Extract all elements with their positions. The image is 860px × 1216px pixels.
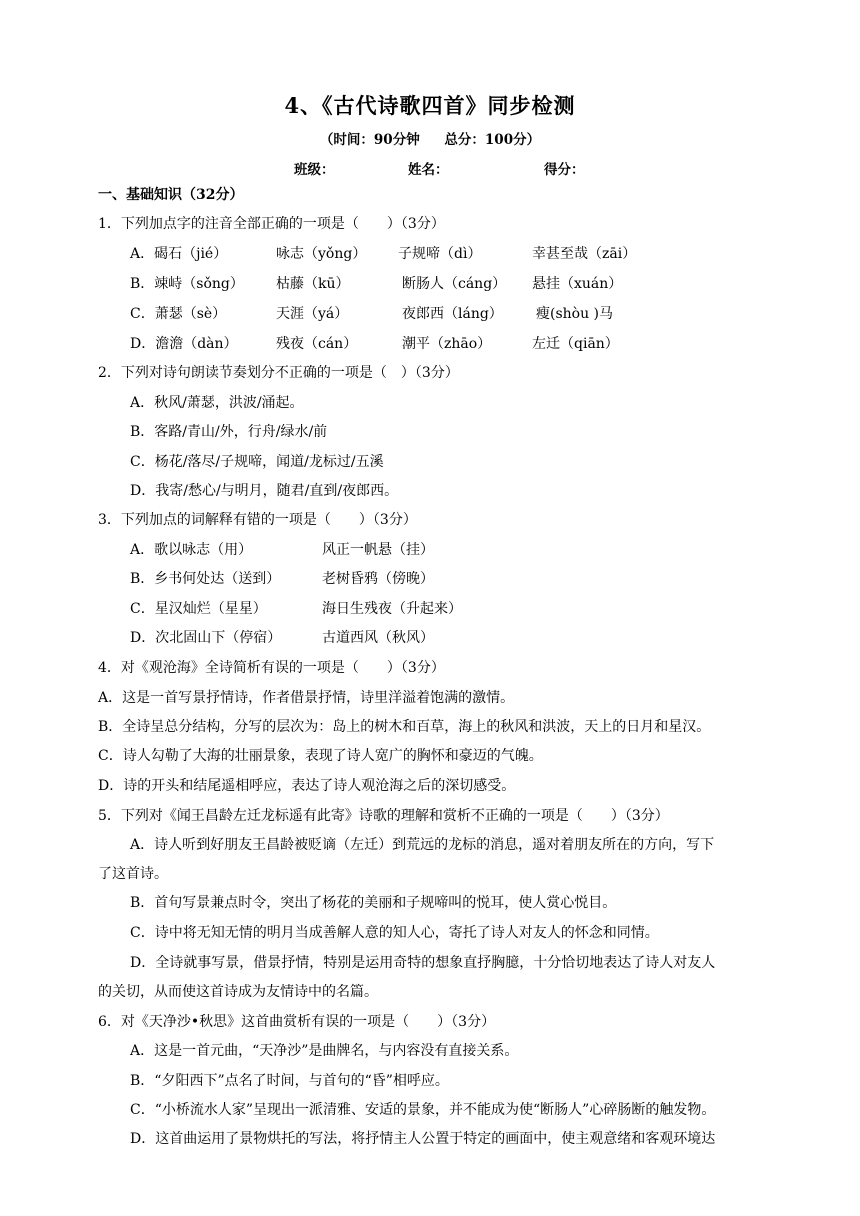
option-line: D．我寄/愁心/与明月，随君/直到/夜郎西。 [130, 483, 399, 499]
question-stem: 5．下列对《闻王昌龄左迁龙标遥有此寄》诗歌的理解和赏析不正确的一项是（ ）（3分） [98, 808, 669, 824]
option-cell: 残夜（cán） [276, 336, 358, 352]
name-label: 姓名： [408, 162, 449, 178]
option-line: B．“夕阳西下”点名了时间，与首句的“昏”相呼应。 [130, 1073, 449, 1089]
option-line-cont: 了这首诗。 [98, 866, 168, 882]
option-cell: 咏志（yǒng） [276, 246, 367, 262]
option-line: C．“小桥流水人家”呈现出一派清雅、安适的景象，并不能成为使“断肠人”心碎肠断的触发物。 [130, 1102, 716, 1118]
option-line: B．客路/青山/外，行舟/绿水/前 [130, 424, 328, 440]
option-cell: C．星汉灿烂（星星） [130, 601, 267, 617]
option-line: B．首句写景兼点时令，突出了杨花的美丽和子规啼叫的悦耳，使人赏心悦目。 [130, 895, 617, 911]
option-cell: C．萧瑟（sè） [130, 306, 227, 322]
question-stem: 4．对《观沧海》全诗简析有误的一项是（ ）（3分） [98, 660, 445, 676]
option-cell: 潮平（zhāo） [402, 336, 492, 352]
option-line: C．杨花/落尽/子规啼，闻道/龙标过/五溪 [130, 454, 384, 470]
option-line: A．这是一首写景抒情诗，作者借景抒情，诗里洋溢着饱满的激情。 [98, 690, 515, 706]
option-cell: 海日生残夜（升起来） [322, 601, 462, 617]
exam-total-score: 总分：100分） [444, 132, 541, 148]
option-line: D．诗的开头和结尾遥相呼应，表达了诗人观沧海之后的深切感受。 [98, 778, 516, 794]
option-cell: 幸甚至哉（zāi） [532, 246, 637, 262]
option-cell: 子规啼（dì） [398, 246, 482, 262]
option-cell: B．竦峙（sǒng） [130, 276, 244, 292]
score-label: 得分： [544, 162, 585, 178]
question-stem: 6．对《天净沙•秋思》这首曲赏析有误的一项是（ ）（3分） [98, 1014, 496, 1030]
exam-meta [0, 128, 860, 148]
option-cell: A．歌以咏志（用） [130, 542, 253, 558]
option-line: A．这是一首元曲，“天净沙”是曲牌名，与内容没有直接关系。 [130, 1043, 519, 1059]
option-cell: 左迁（qiān） [532, 336, 619, 352]
option-line: D．这首曲运用了景物烘托的写法，将抒情主人公置于特定的画面中，使主观意绪和客观环境达 [130, 1131, 716, 1147]
option-cell: B．乡书何处达（送到） [130, 571, 281, 587]
option-line-cont: 的关切，从而使这首诗成为友情诗中的名篇。 [98, 984, 378, 1000]
option-line: A．秋风/萧瑟，洪波/涌起。 [130, 395, 304, 411]
option-cell: 夜郎西（láng） [402, 306, 503, 322]
option-cell: D．澹澹（dàn） [130, 336, 238, 352]
option-cell: 古道西风（秋风） [322, 630, 434, 646]
page-title: 4、《古代诗歌四首》同步检测 [284, 93, 576, 118]
option-line: D．全诗就事写景，借景抒情，特别是运用奇特的想象直抒胸臆，十分恰切地表达了诗人对友人 [130, 955, 716, 971]
option-cell: 瘦(shòu )马 [536, 306, 614, 322]
option-cell: 断肠人（cáng） [402, 276, 507, 292]
question-stem: 1．下列加点字的注音全部正确的一项是（ ）（3分） [98, 216, 445, 232]
option-cell: D．次北固山下（停宿） [130, 630, 282, 646]
option-cell: 风正一帆悬（挂） [322, 542, 434, 558]
class-label: 班级： [294, 162, 335, 178]
option-cell: 老树昏鸦（傍晚） [322, 571, 434, 587]
section-heading: 一、基础知识（32分） [98, 187, 244, 203]
option-cell: A．碣石（jié） [130, 246, 228, 262]
question-stem: 3．下列加点的词解释有错的一项是（ ）（3分） [98, 512, 417, 528]
option-cell: 悬挂（xuán） [532, 276, 623, 292]
exam-time: （时间：90分钟 [319, 132, 420, 148]
option-line: A．诗人听到好朋友王昌龄被贬谪（左迁）到荒远的龙标的消息，遥对着朋友所在的方向，写下 [130, 837, 715, 853]
option-line: B．全诗呈总分结构，分写的层次为：岛上的树木和百草，海上的秋风和洪波，天上的日月和星汉。 [98, 719, 711, 735]
option-line: C．诗人勾勒了大海的壮丽景象，表现了诗人宽广的胸怀和豪迈的气魄。 [98, 748, 543, 764]
question-stem: 2．下列对诗句朗读节奏划分不正确的一项是（ ）（3分） [98, 365, 459, 381]
option-cell: 天涯（yá） [276, 306, 349, 322]
option-cell: 枯藤（kū） [276, 276, 350, 292]
option-line: C．诗中将无知无情的明月当成善解人意的知人心，寄托了诗人对友人的怀念和同情。 [130, 925, 659, 941]
